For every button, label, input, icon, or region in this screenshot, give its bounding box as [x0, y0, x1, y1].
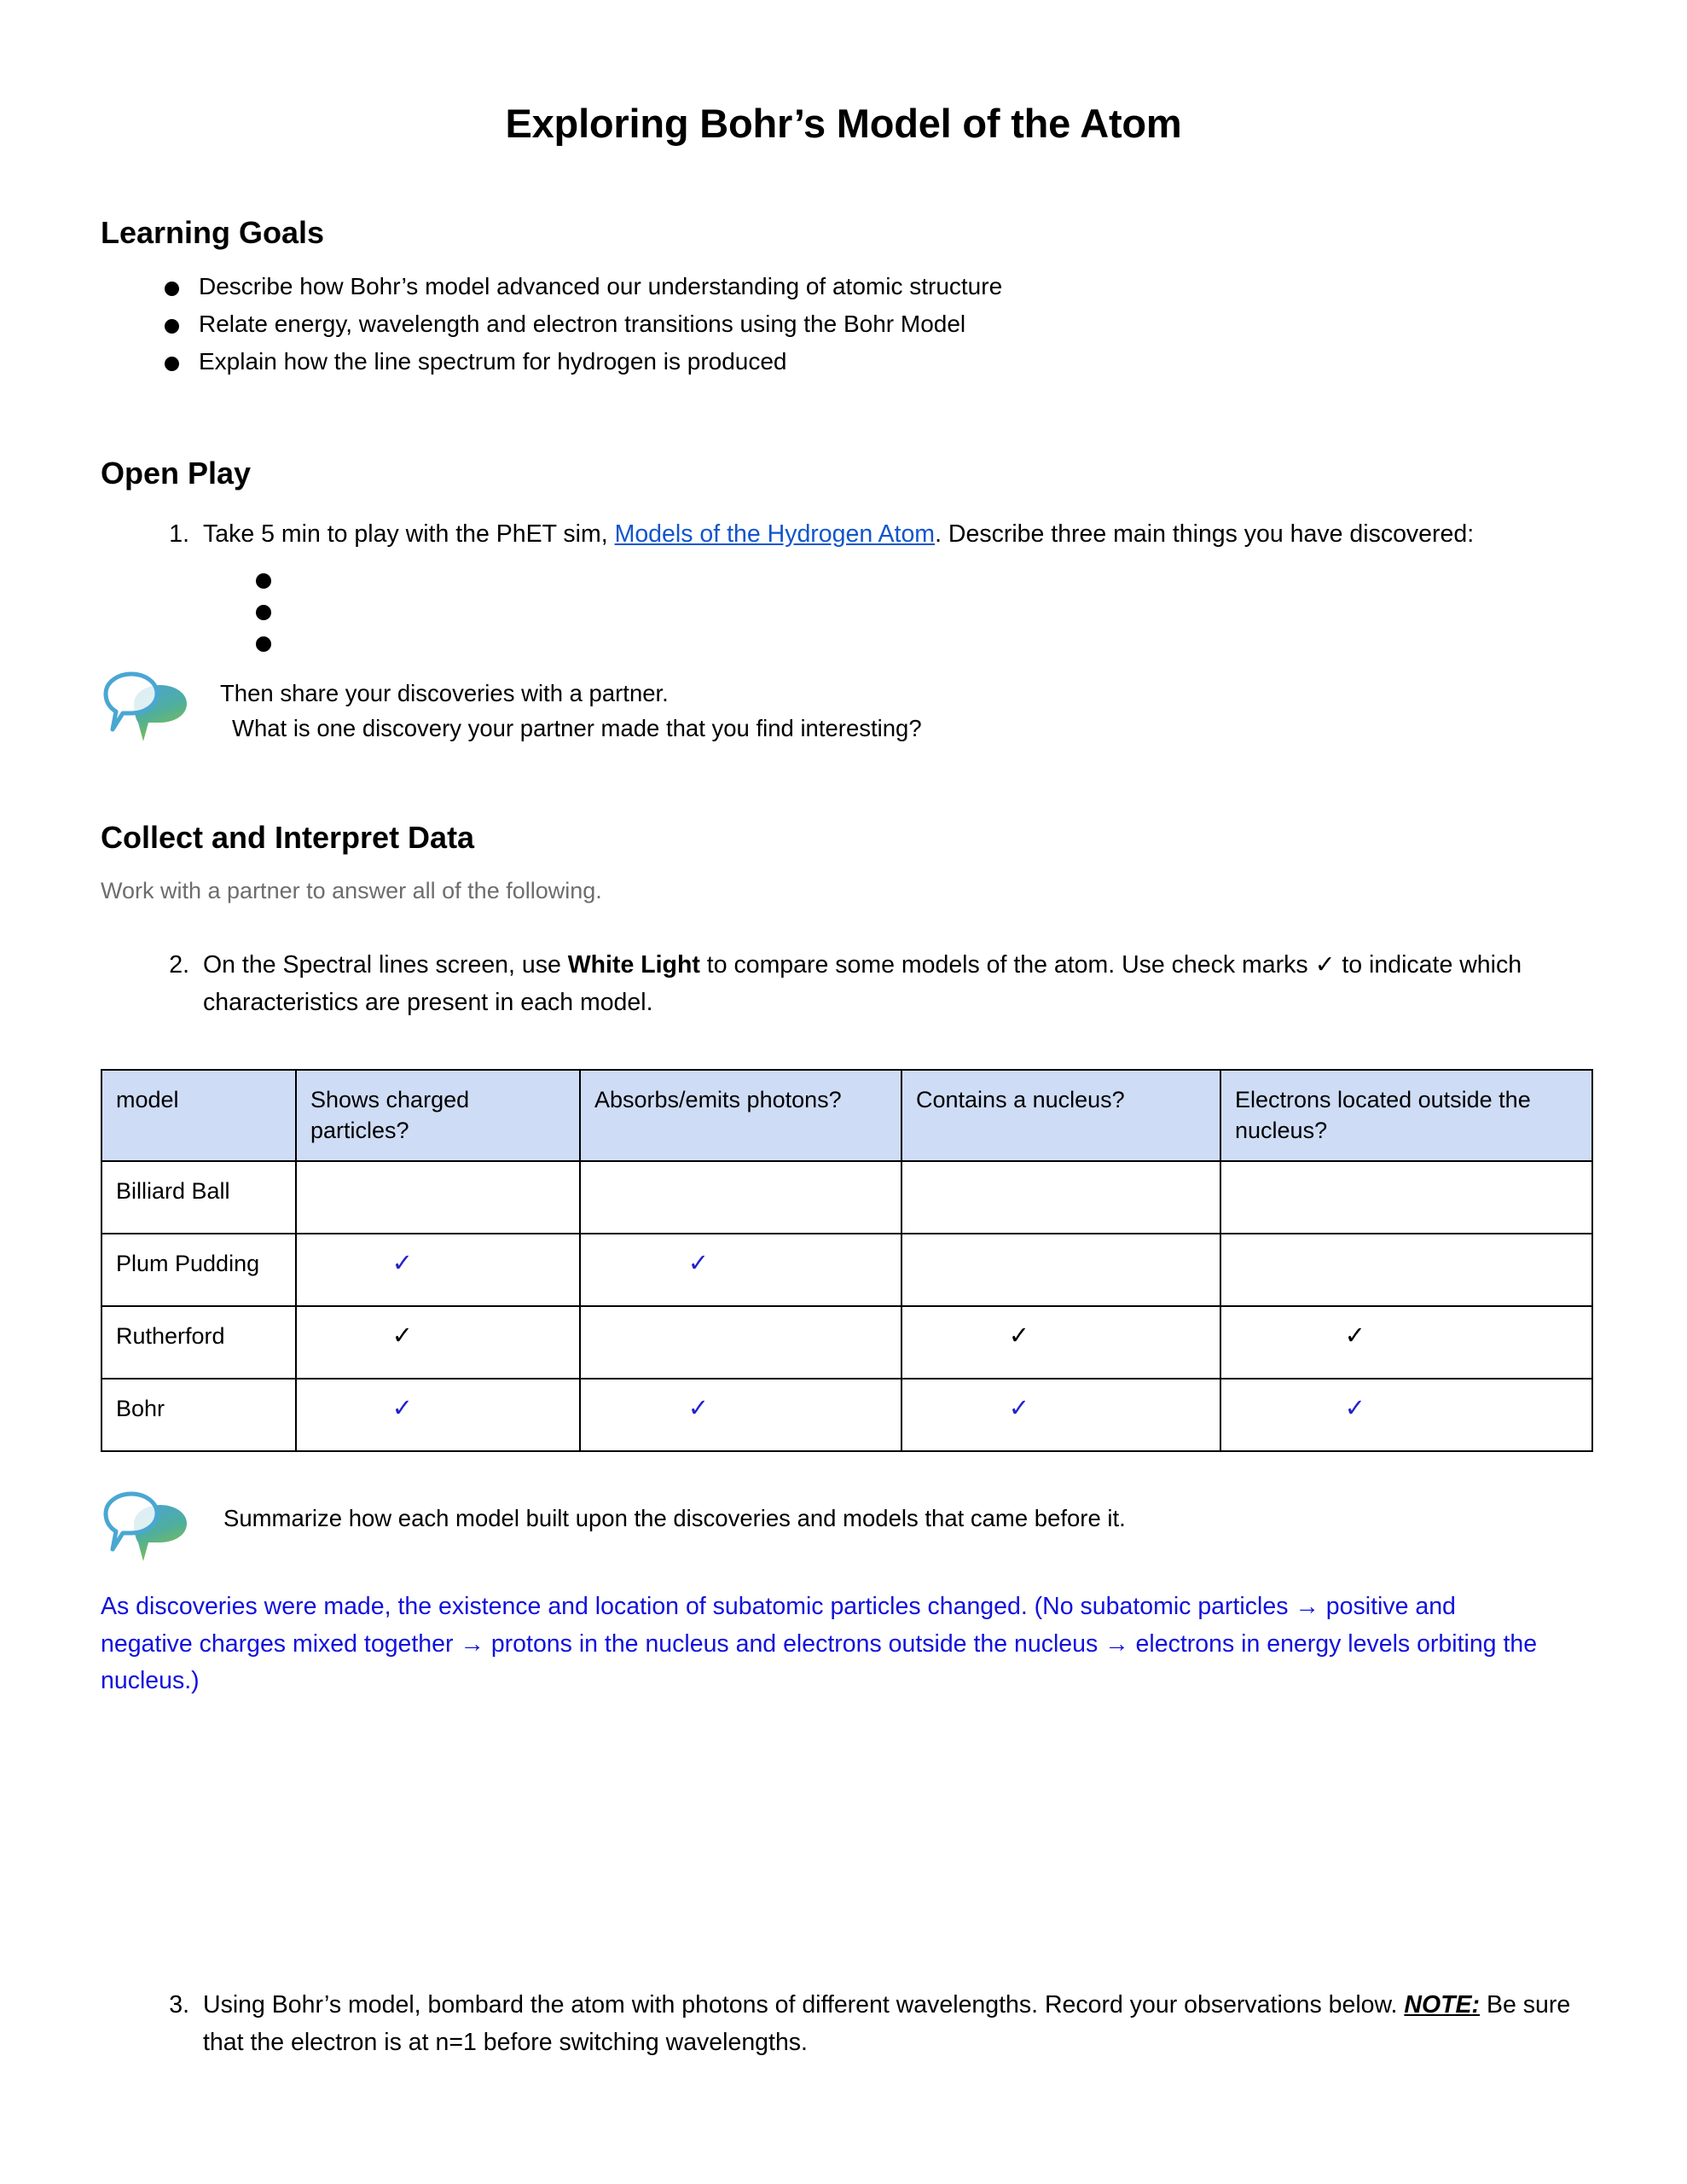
- cell-plum-nucleus[interactable]: [901, 1234, 1220, 1306]
- q3-part-1: Using Bohr’s model, bombard the atom with photons of different wavelengths. Record your observations below.: [203, 1991, 1405, 2018]
- cell-billiard-nucleus[interactable]: [901, 1161, 1220, 1234]
- question-2-number: 2.: [169, 950, 189, 979]
- models-of-hydrogen-atom-link[interactable]: Models of the Hydrogen Atom: [614, 520, 936, 549]
- cell-plum-charged[interactable]: [296, 1234, 580, 1306]
- row-label-bohr: Bohr: [101, 1379, 296, 1451]
- checkmark-icon: ✓: [1344, 1322, 1365, 1350]
- question-1: [101, 515, 1586, 553]
- checkmark-icon: ✓: [1008, 1395, 1030, 1423]
- question-1-number: 1.: [169, 520, 189, 549]
- speech-bubbles-icon: [101, 670, 194, 752]
- collect-subnote: Work with a partner to answer all of the following.: [101, 878, 602, 904]
- q2-part-2: to compare some models of the atom. Use check marks: [699, 950, 1315, 979]
- section-heading-open-play: Open Play: [101, 455, 252, 491]
- question-3: [101, 1986, 1586, 2061]
- checkmark-icon: ✓: [687, 1395, 710, 1423]
- column-header-charged: Shows charged particles?: [296, 1070, 580, 1161]
- q2-part-3: to indicate which characteristics are present in each model.: [203, 950, 1522, 1016]
- atomic-models-table: [101, 1069, 1593, 1452]
- list-item: Relate energy, wavelength and electron transitions using the Bohr Model: [101, 307, 1586, 342]
- cell-bohr-nucleus[interactable]: [901, 1379, 1220, 1451]
- cell-rutherford-photons[interactable]: [580, 1306, 901, 1379]
- row-label-plum-pudding: Plum Pudding: [101, 1234, 296, 1306]
- table-row: [101, 1161, 1592, 1234]
- cell-billiard-electrons[interactable]: [1220, 1161, 1592, 1234]
- question-3-number: 3.: [169, 1991, 189, 2018]
- question-2-text: [203, 946, 1586, 1021]
- answer-bullet-slot[interactable]: [101, 631, 1586, 663]
- checkmark-icon: ✓: [687, 1250, 710, 1278]
- table-row: [101, 1234, 1592, 1306]
- partner-prompt-line-2: What is one discovery your partner made that you find interesting?: [232, 714, 922, 741]
- q2-white-light-emphasis: White Light: [567, 950, 700, 979]
- table-body: [101, 1161, 1592, 1451]
- summarize-prompt-text: Summarize how each model built upon the discoveries and models that came before it.: [223, 1505, 1126, 1532]
- q3-part-2: Be sure that the electron is at n=1 before switching wavelengths.: [203, 1991, 1571, 2057]
- cell-billiard-photons[interactable]: [580, 1161, 901, 1234]
- q1-text-before-link: Take 5 min to play with the PhET sim,: [203, 520, 615, 549]
- column-header-model: model: [101, 1070, 296, 1161]
- cell-bohr-electrons[interactable]: [1220, 1379, 1592, 1451]
- cell-bohr-photons[interactable]: [580, 1379, 901, 1451]
- column-header-nucleus: Contains a nucleus?: [901, 1070, 1220, 1161]
- question-2: [101, 946, 1586, 1021]
- cell-rutherford-charged[interactable]: [296, 1306, 580, 1379]
- section-heading-learning-goals: Learning Goals: [101, 215, 325, 251]
- checkmark-icon: ✓: [1008, 1322, 1030, 1350]
- table-row: [101, 1306, 1592, 1379]
- q1-text-after-link: . Describe three main things you have discovered:: [935, 520, 1475, 549]
- cell-bohr-charged[interactable]: [296, 1379, 580, 1451]
- q3-note-label: NOTE:: [1404, 1991, 1481, 2018]
- student-answer-text: As discoveries were made, the existence and location of subatomic particles changed. (No subatomic particles → positive and negative charges mixed together → protons in the nucleus and electrons outside the nucleus → electrons in energy levels orbiting the nucleus.): [101, 1593, 1538, 1695]
- cell-rutherford-electrons[interactable]: [1220, 1306, 1592, 1379]
- section-heading-collect-data: Collect and Interpret Data: [101, 820, 475, 856]
- column-header-electrons: Electrons located outside the nucleus?: [1220, 1070, 1592, 1161]
- list-item: Explain how the line spectrum for hydrogen is produced: [101, 345, 1586, 380]
- answer-bullet-slot[interactable]: [101, 600, 1586, 631]
- table-header-row: [101, 1070, 1592, 1161]
- q2-part-1: On the Spectral lines screen, use: [203, 950, 568, 979]
- row-label-billiard-ball: Billiard Ball: [101, 1161, 296, 1234]
- question-3-container: [101, 1986, 1586, 2061]
- question-3-text: [203, 1986, 1586, 2061]
- list-item: Describe how Bohr’s model advanced our understanding of atomic structure: [101, 270, 1586, 305]
- page-title: Exploring Bohr’s Model of the Atom: [505, 101, 1182, 146]
- cell-plum-photons[interactable]: [580, 1234, 901, 1306]
- table-header: [101, 1070, 1592, 1161]
- table-row: [101, 1379, 1592, 1451]
- partner-prompt-line-1: Then share your discoveries with a partner.: [220, 680, 669, 707]
- checkmark-icon: ✓: [391, 1250, 413, 1278]
- checkmark-icon: ✓: [1344, 1395, 1365, 1423]
- learning-goals-list: [101, 270, 1586, 380]
- checkmark-icon: ✓: [391, 1322, 413, 1350]
- cell-rutherford-nucleus[interactable]: [901, 1306, 1220, 1379]
- checkmark-icon: ✓: [1314, 950, 1336, 979]
- speech-bubbles-icon: [101, 1490, 194, 1571]
- cell-billiard-charged[interactable]: [296, 1161, 580, 1234]
- checkmark-icon: ✓: [391, 1395, 413, 1423]
- row-label-rutherford: Rutherford: [101, 1306, 296, 1379]
- answer-bullet-slot[interactable]: [101, 568, 1586, 600]
- cell-plum-electrons[interactable]: [1220, 1234, 1592, 1306]
- question-1-text: [203, 515, 1586, 553]
- models-table-wrapper: [101, 1069, 1586, 1452]
- discovery-answer-bullets: [101, 568, 1586, 663]
- partner-discussion-prompt: [101, 670, 1586, 746]
- column-header-photons: Absorbs/emits photons?: [580, 1070, 901, 1161]
- summarize-prompt: [101, 1490, 1586, 1554]
- partner-prompt-text: [101, 670, 1586, 746]
